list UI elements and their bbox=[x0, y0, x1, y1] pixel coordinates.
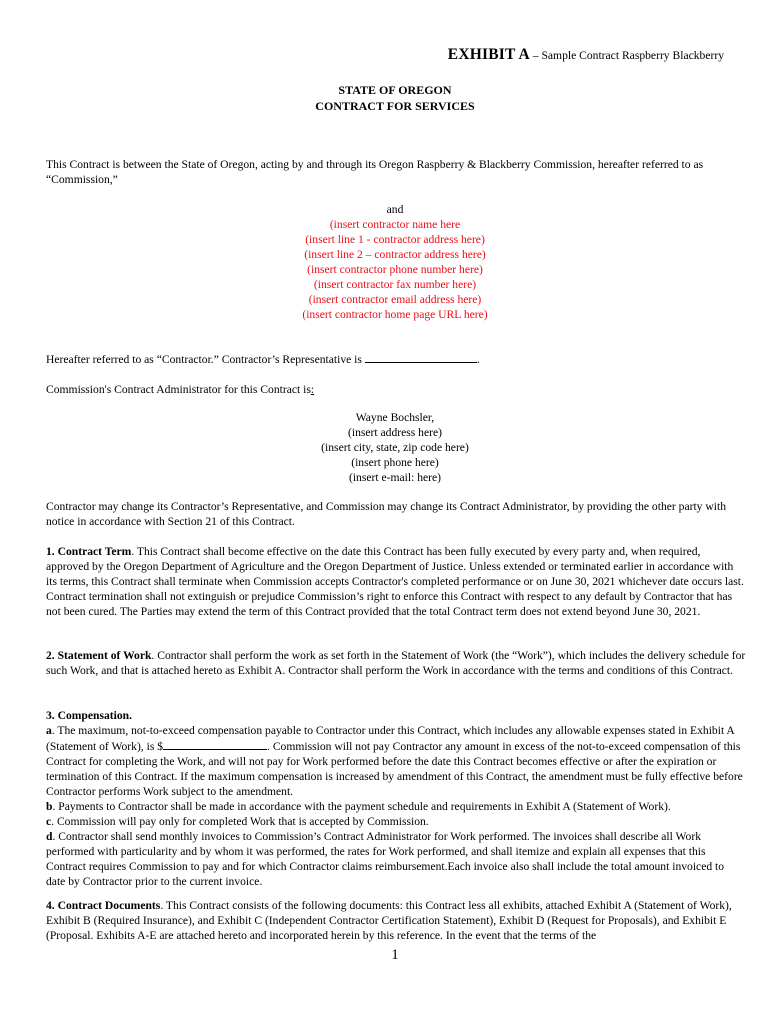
section-3-heading: 3. Compensation. bbox=[46, 709, 132, 722]
contractor-block bbox=[0, 202, 770, 322]
administrator-city: (insert city, state, zip code here) bbox=[321, 441, 469, 454]
section-3b: b. Payments to Contractor shall be made in accordance with the payment schedule and requirements in Exhibit A (Statement of Work). bbox=[46, 800, 671, 813]
administrator-phone: (insert phone here) bbox=[351, 456, 439, 469]
section-2-body: . Contractor shall perform the work as set forth in the Statement of Work (the “Work”), which includes the delivery schedule for such Work, and that is attached hereto as Exhibit A. Contractor shall perform the Work in accordance with the terms and conditions of this Contract. bbox=[46, 649, 746, 677]
section-4-body: . This Contract consists of the following documents: this Contract less all exhibits, attached Exhibit A (Statement of Work), Exhibit B (Required Insurance), and Exhibit C (Independent Contractor Certification Statement), Exhibit D (Request for Proposals), and Exhibit E (Proposal. Exhibits A-E are attached hereto and incorporated herein by this reference. In the event that the terms of the bbox=[46, 899, 732, 942]
section-2-heading: 2. Statement of Work bbox=[46, 649, 152, 662]
section-1-heading: 1. Contract Term bbox=[46, 545, 132, 558]
exhibit-header bbox=[448, 47, 724, 63]
intro-paragraph: This Contract is between the State of Oregon, acting by and through its Oregon Raspberry & Blackberry Commission, hereafter referred to as “Commission,” bbox=[46, 158, 704, 186]
section-2 bbox=[46, 648, 746, 678]
contractor-name-placeholder: (insert contractor name here bbox=[329, 218, 461, 231]
section-3d: d. Contractor shall send monthly invoices to Commission’s Contract Administrator for Work performed. The invoices shall describe all Work performed with particularity and by whom it was performed, the rates for Work performed, and shall itemize and explain all expenses that this Contract requires Commission to pay and for which Contractor claims reimbursement.Each invoice also shall include the total amount invoiced to date by Contractor prior to the current invoice. bbox=[46, 830, 725, 888]
title-line-2: CONTRACT FOR SERVICES bbox=[315, 99, 475, 113]
administrator-label: Commission's Contract Administrator for this Contract is: bbox=[46, 383, 315, 396]
section-4 bbox=[46, 898, 746, 943]
exhibit-subtitle: – Sample Contract Raspberry Blackberry bbox=[529, 49, 724, 62]
contractor-email-placeholder: (insert contractor email address here) bbox=[308, 293, 482, 306]
contract-title bbox=[0, 82, 770, 114]
administrator-block bbox=[0, 410, 770, 485]
section-1-body: . This Contract shall become effective on the date this Contract has been fully executed by every party and, when required, approved by the Oregon Department of Agriculture and the Oregon Department of Justice. Unless extended or terminated earlier in accordance with its terms, this Contract shall terminate when Commission accepts Contractor's completed performance or on June 30, 2021 whichever date occurs last. Contract termination shall not extinguish or prejudice Commission’s right to enforce this Contract with respect to any default by Contractor that has not been cured. The Parties may extend the term of this Contract provided that the total Contract term does not extend beyond June 30, 2021. bbox=[46, 545, 744, 618]
contractor-url-placeholder: (insert contractor home page URL here) bbox=[302, 308, 488, 321]
contractor-fax-placeholder: (insert contractor fax number here) bbox=[313, 278, 477, 291]
representative-line: Hereafter referred to as “Contractor.” Contractor’s Representative is . bbox=[46, 353, 480, 366]
section-1 bbox=[46, 544, 746, 619]
title-line-1: STATE OF OREGON bbox=[338, 83, 452, 97]
and-word: and bbox=[386, 203, 404, 216]
section-3a: a. The maximum, not-to-exceed compensation payable to Contractor under this Contract, which includes any allowable expenses stated in Exhibit A (Statement of Work), is $ . Commission will not pay Contractor any amount in excess of the not-to-exceed compensation of this Contract for completing the Work, and will not pay for Work performed before the date this Contract becomes effective or after the expiration or termination of this Contract. If the maximum compensation is increased by amendment of this Contract, the amendment must be fully effective before Contractor performs Work subject to the amendment. bbox=[46, 724, 743, 798]
administrator-name: Wayne Bochsler, bbox=[355, 411, 435, 424]
section-3c: c. Commission will pay only for completed Work that is accepted by Commission. bbox=[46, 815, 429, 828]
compensation-blank bbox=[163, 738, 267, 750]
change-paragraph: Contractor may change its Contractor’s Representative, and Commission may change its Contract Administrator, by providing the other party with notice in accordance with Section 21 of this Contract. bbox=[46, 500, 726, 528]
section-4-heading: 4. Contract Documents bbox=[46, 899, 161, 912]
section-3 bbox=[46, 708, 746, 889]
administrator-address: (insert address here) bbox=[348, 426, 442, 439]
exhibit-label: EXHIBIT A bbox=[447, 46, 530, 63]
contractor-phone-placeholder: (insert contractor phone number here) bbox=[307, 263, 483, 276]
administrator-email: (insert e-mail: here) bbox=[348, 471, 442, 484]
page-number: 1 bbox=[391, 947, 399, 963]
representative-blank bbox=[365, 351, 477, 363]
contractor-address1-placeholder: (insert line 1 - contractor address here) bbox=[305, 233, 485, 246]
contractor-address2-placeholder: (insert line 2 – contractor address here) bbox=[304, 248, 486, 261]
